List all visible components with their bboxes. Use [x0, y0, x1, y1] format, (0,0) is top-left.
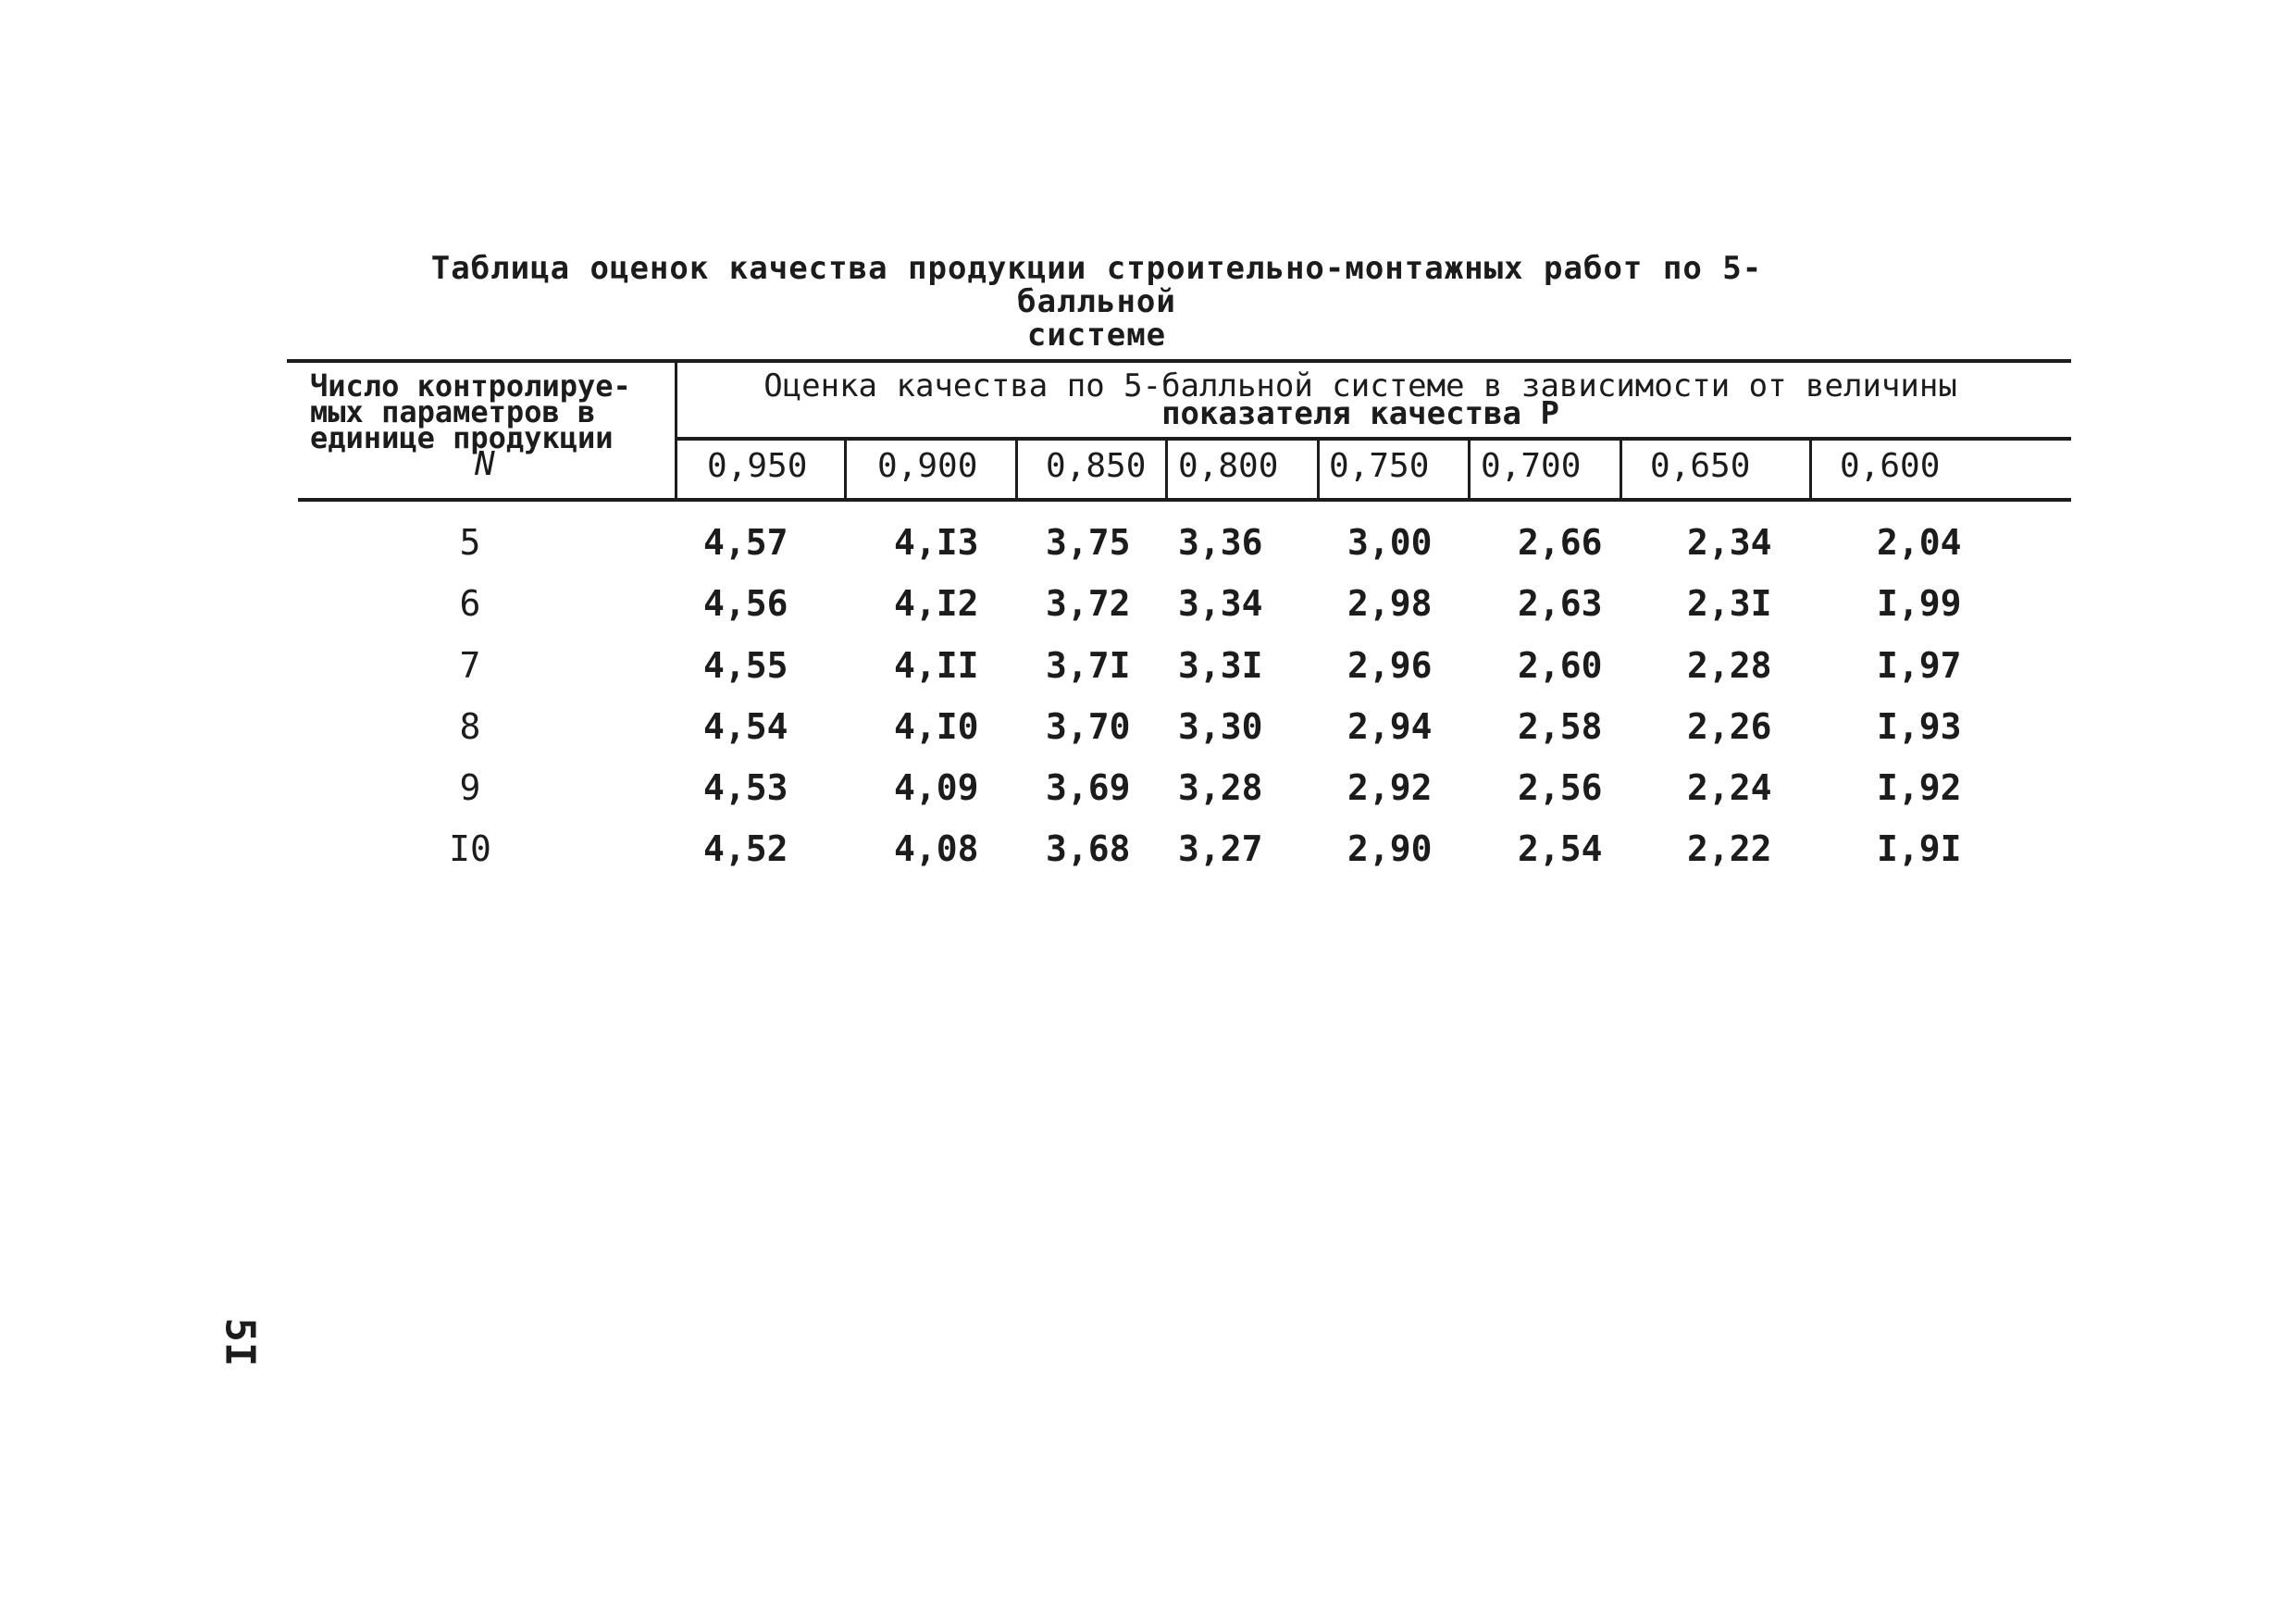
table-cell: 2,92: [1347, 767, 1433, 808]
row-label: I0: [449, 828, 491, 869]
table-cell: 3,34: [1178, 583, 1263, 624]
table-cell: 2,24: [1687, 767, 1772, 808]
table-cell: 2,3I: [1687, 583, 1772, 624]
table-cell: 4,08: [894, 828, 979, 869]
table-title-line-2: системе: [1026, 317, 1167, 354]
table-cell: 3,72: [1046, 583, 1131, 624]
table-cell: 3,7I: [1046, 645, 1131, 686]
stub-header-line-3: единице продукции: [310, 420, 614, 455]
table-cell: 3,69: [1046, 767, 1131, 808]
table-cell: I,97: [1877, 645, 1962, 686]
table-cell: 2,94: [1347, 706, 1433, 747]
table-cell: 2,26: [1687, 706, 1772, 747]
table-cell: 2,63: [1518, 583, 1603, 624]
table-cell: I,92: [1877, 767, 1962, 808]
col-divider-1: [844, 439, 847, 500]
column-header: 0,900: [877, 447, 978, 485]
span-header-line-2: показателя качества Р: [1161, 395, 1559, 432]
table-cell: 4,57: [703, 522, 788, 563]
column-header: 0,600: [1840, 447, 1941, 485]
col-divider-4: [1317, 439, 1320, 500]
table-cell: 2,66: [1518, 522, 1603, 563]
table-cell: 2,04: [1877, 522, 1962, 563]
table-cell: 3,27: [1178, 828, 1263, 869]
table-cell: 4,I0: [894, 706, 979, 747]
table-cell: 3,28: [1178, 767, 1263, 808]
table-cell: I,9I: [1877, 828, 1962, 869]
table-cell: 4,52: [703, 828, 788, 869]
column-header: 0,650: [1650, 447, 1751, 485]
table-cell: 2,90: [1347, 828, 1433, 869]
table-cell: 2,98: [1347, 583, 1433, 624]
stub-divider: [675, 363, 677, 500]
table-cell: 4,I3: [894, 522, 979, 563]
header-bottom-rule: [298, 498, 2071, 502]
span-header: [703, 367, 2017, 432]
stub-header-line-1: Число контролируе-: [310, 368, 631, 404]
col-divider-3: [1165, 439, 1168, 500]
table-cell: 4,I2: [894, 583, 979, 624]
table-cell: I,93: [1877, 706, 1962, 747]
table-title-line-1: Таблица оценок качества продукции строительно-монтажных работ по 5-балльной: [430, 250, 1763, 320]
stub-header-line-2: мых параметров в: [310, 394, 596, 429]
table-cell: 3,75: [1046, 522, 1131, 563]
stub-header: [310, 368, 671, 483]
column-header: 0,850: [1046, 447, 1147, 485]
col-divider-6: [1620, 439, 1622, 500]
table-cell: 3,30: [1178, 706, 1263, 747]
table-cell: 3,70: [1046, 706, 1131, 747]
table-top-rule: [287, 359, 2071, 363]
table-cell: 2,34: [1687, 522, 1772, 563]
column-header: 0,950: [707, 447, 808, 485]
col-divider-7: [1809, 439, 1812, 500]
table-cell: 2,56: [1518, 767, 1603, 808]
table-cell: 2,96: [1347, 645, 1433, 686]
table-cell: 3,00: [1347, 522, 1433, 563]
table-cell: 2,58: [1518, 706, 1603, 747]
table-cell: 4,09: [894, 767, 979, 808]
table-cell: 4,55: [703, 645, 788, 686]
table-cell: 4,II: [894, 645, 979, 686]
table-cell: 2,60: [1518, 645, 1603, 686]
span-header-underline: [676, 437, 2071, 441]
table-cell: 2,54: [1518, 828, 1603, 869]
row-label: 9: [459, 767, 481, 808]
span-header-line-1: Оценка качества по 5-балльной системе в зависимости от величины: [763, 367, 1957, 404]
col-divider-2: [1015, 439, 1018, 500]
row-label: 8: [459, 706, 481, 747]
table-title: [370, 252, 1823, 352]
table-cell: 3,36: [1178, 522, 1263, 563]
stub-header-symbol: N: [475, 445, 495, 483]
row-label: 5: [459, 522, 481, 563]
table-cell: 4,53: [703, 767, 788, 808]
column-header: 0,750: [1329, 447, 1430, 485]
page-number: 5I: [216, 1317, 264, 1367]
table-cell: 4,54: [703, 706, 788, 747]
col-divider-5: [1468, 439, 1471, 500]
table-cell: 2,28: [1687, 645, 1772, 686]
column-header: 0,800: [1178, 447, 1279, 485]
table-cell: 3,3I: [1178, 645, 1263, 686]
row-label: 6: [459, 583, 481, 624]
row-label: 7: [459, 645, 481, 686]
table-cell: 2,22: [1687, 828, 1772, 869]
table-cell: 4,56: [703, 583, 788, 624]
table-cell: 3,68: [1046, 828, 1131, 869]
column-header: 0,700: [1481, 447, 1582, 485]
table-cell: I,99: [1877, 583, 1962, 624]
